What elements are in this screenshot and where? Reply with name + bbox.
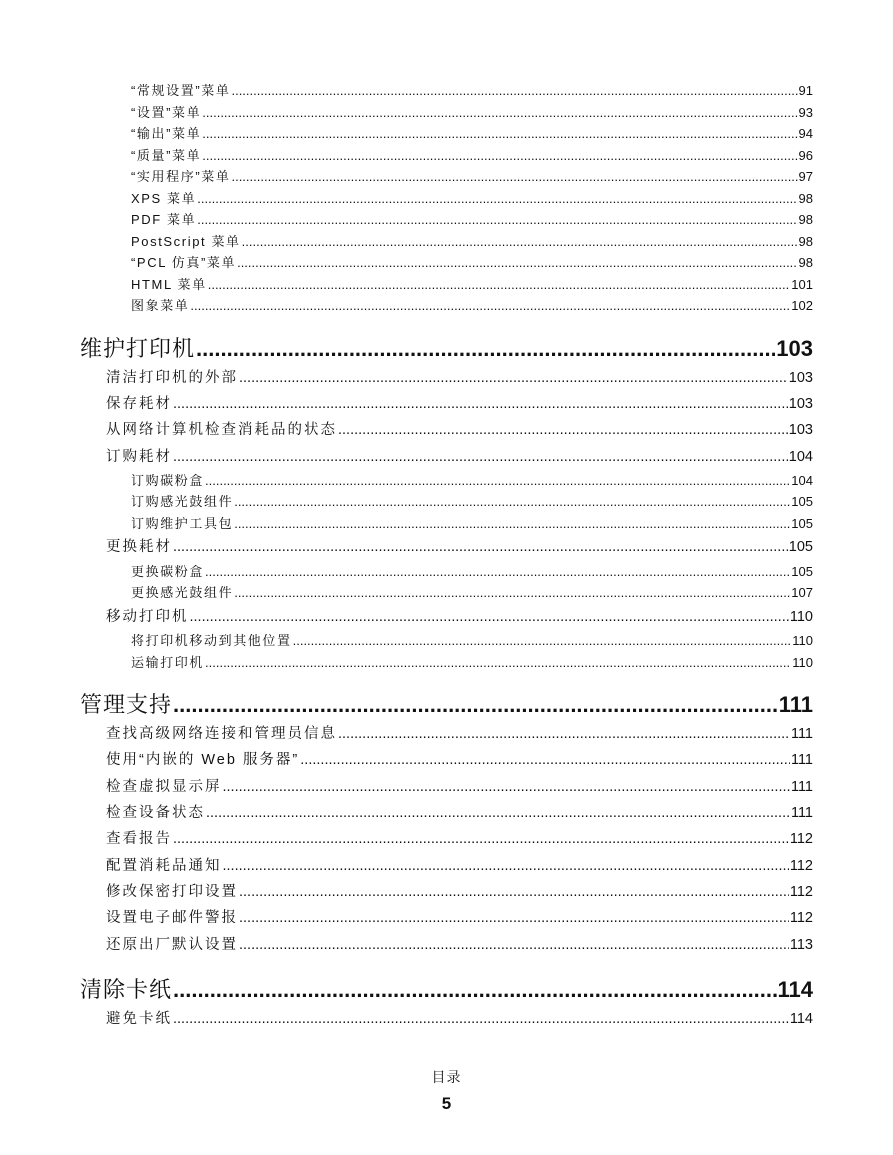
toc-subsection[interactable] bbox=[80, 274, 813, 296]
dot-leader bbox=[292, 630, 792, 652]
toc-subsection[interactable] bbox=[80, 652, 813, 674]
toc-subsection[interactable] bbox=[80, 102, 813, 124]
toc-section[interactable] bbox=[80, 391, 813, 417]
toc-section-title: 查看报告 bbox=[106, 831, 172, 848]
toc-subsection[interactable] bbox=[80, 166, 813, 188]
toc-chapter-page-number: 114 bbox=[777, 977, 813, 1003]
toc-section-page-number: 103 bbox=[788, 369, 813, 386]
toc-subsection-title: PDF 菜单 bbox=[131, 212, 197, 227]
dot-leader bbox=[238, 365, 788, 391]
toc-section[interactable] bbox=[80, 444, 813, 470]
dot-leader bbox=[196, 188, 797, 210]
dot-leader bbox=[201, 102, 797, 124]
toc-subsection-page-number: 98 bbox=[798, 190, 813, 206]
toc-section-page-number: 111 bbox=[790, 805, 813, 822]
toc-section-title: 从网络计算机检查消耗品的状态 bbox=[106, 422, 337, 439]
toc-subsection-page-number: 98 bbox=[798, 212, 813, 227]
toc-subsection-title: HTML 菜单 bbox=[131, 276, 207, 292]
toc-subsection[interactable] bbox=[80, 145, 813, 167]
dot-leader bbox=[241, 231, 798, 253]
dot-leader bbox=[172, 1006, 789, 1032]
dot-leader bbox=[337, 721, 790, 747]
dot-leader bbox=[172, 974, 776, 1006]
toc-chapter[interactable] bbox=[80, 333, 813, 365]
toc-subsection-title: 订购感光鼓组件 bbox=[131, 494, 234, 510]
toc-section-page-number: 111 bbox=[790, 752, 813, 769]
toc-subsection[interactable] bbox=[80, 188, 813, 210]
toc-subsection-page-number: 101 bbox=[791, 276, 813, 292]
toc-chapter-title: 清除卡纸 bbox=[80, 977, 173, 1003]
dot-leader bbox=[172, 826, 789, 852]
toc-chapter-page-number: 103 bbox=[776, 335, 813, 361]
toc-section-title: 设置电子邮件警报 bbox=[106, 910, 238, 927]
toc-subsection-page-number: 97 bbox=[798, 169, 813, 184]
toc-section-page-number: 113 bbox=[789, 936, 813, 953]
toc-subsection-title: XPS 菜单 bbox=[131, 190, 197, 206]
toc-section-page-number: 111 bbox=[790, 726, 813, 743]
toc-chapter-page-number: 111 bbox=[778, 692, 813, 718]
toc-section[interactable] bbox=[80, 534, 813, 560]
toc-section[interactable] bbox=[80, 747, 813, 773]
dot-leader bbox=[201, 145, 797, 167]
toc-section[interactable] bbox=[80, 417, 813, 443]
toc-subsection-title: 更换感光鼓组件 bbox=[131, 585, 234, 601]
toc-section[interactable] bbox=[80, 879, 813, 905]
toc-subsection[interactable] bbox=[80, 582, 813, 604]
toc-section-title: 更换耗材 bbox=[106, 539, 172, 556]
page-number: 5 bbox=[441, 1094, 452, 1113]
dot-leader bbox=[189, 295, 790, 317]
toc-subsection[interactable] bbox=[80, 561, 813, 583]
toc-chapter[interactable] bbox=[80, 974, 813, 1006]
toc-subsection-title: “设置”菜单 bbox=[131, 104, 202, 120]
toc-subsection-page-number: 94 bbox=[798, 126, 813, 141]
toc-subsection-title: “PCL 仿真”菜单 bbox=[131, 255, 237, 270]
toc-section[interactable] bbox=[80, 905, 813, 931]
dot-leader bbox=[189, 604, 789, 630]
dot-leader bbox=[172, 391, 788, 417]
dot-leader bbox=[238, 932, 789, 958]
toc-section-page-number: 112 bbox=[789, 831, 813, 848]
dot-leader bbox=[196, 209, 797, 231]
toc-subsection[interactable] bbox=[80, 630, 813, 652]
toc-section-title: 使用“内嵌的 Web 服务器” bbox=[106, 752, 300, 769]
toc-section[interactable] bbox=[80, 853, 813, 879]
toc-subsection[interactable] bbox=[80, 491, 813, 513]
toc-section-page-number: 112 bbox=[789, 857, 813, 874]
dot-leader bbox=[230, 80, 797, 102]
toc-subsection-title: 订购碳粉盒 bbox=[131, 472, 205, 488]
dot-leader bbox=[172, 534, 788, 560]
toc-chapter-title: 维护打印机 bbox=[80, 335, 196, 361]
dot-leader bbox=[236, 252, 797, 274]
dot-leader bbox=[233, 491, 790, 513]
toc-subsection-title: “质量”菜单 bbox=[131, 147, 202, 163]
toc-section-title: 检查设备状态 bbox=[106, 805, 205, 822]
toc-section-title: 移动打印机 bbox=[106, 608, 189, 625]
toc-section-title: 清洁打印机的外部 bbox=[106, 369, 238, 386]
dot-leader bbox=[172, 689, 778, 721]
toc-subsection-title: “常规设置”菜单 bbox=[131, 83, 231, 98]
toc-section-title: 查找高级网络连接和管理员信息 bbox=[106, 726, 337, 743]
dot-leader bbox=[233, 582, 790, 604]
toc-subsection-title: “实用程序”菜单 bbox=[131, 169, 231, 184]
toc-subsection-title: 运输打印机 bbox=[131, 654, 205, 670]
toc-subsection-page-number: 105 bbox=[791, 494, 813, 510]
toc-subsection[interactable] bbox=[80, 123, 813, 145]
toc-subsection-page-number: 110 bbox=[792, 654, 813, 670]
dot-leader bbox=[337, 417, 788, 443]
toc-section-page-number: 103 bbox=[788, 422, 813, 439]
toc-subsection[interactable] bbox=[80, 231, 813, 253]
toc-subsection-page-number: 102 bbox=[791, 298, 813, 313]
dot-leader bbox=[233, 513, 790, 535]
toc-section-page-number: 112 bbox=[789, 884, 813, 901]
toc-subsection-title: 更换碳粉盒 bbox=[131, 563, 205, 579]
toc-subsection-page-number: 93 bbox=[798, 104, 813, 120]
toc-subsection-page-number: 107 bbox=[791, 585, 813, 601]
dot-leader bbox=[238, 905, 789, 931]
dot-leader bbox=[205, 800, 790, 826]
dot-leader bbox=[172, 444, 788, 470]
toc-subsection[interactable] bbox=[80, 80, 813, 102]
dot-leader bbox=[201, 123, 797, 145]
toc-subsection-title: “输出”菜单 bbox=[131, 126, 202, 141]
dot-leader bbox=[207, 274, 791, 296]
dot-leader bbox=[230, 166, 797, 188]
dot-leader bbox=[204, 561, 790, 583]
toc-section-title: 避免卡纸 bbox=[106, 1011, 172, 1028]
toc-section[interactable] bbox=[80, 932, 813, 958]
toc-section[interactable] bbox=[80, 774, 813, 800]
toc-subsection[interactable] bbox=[80, 513, 813, 535]
toc-section[interactable] bbox=[80, 826, 813, 852]
toc-subsection-page-number: 98 bbox=[798, 255, 813, 270]
toc-section-page-number: 104 bbox=[788, 448, 813, 465]
toc-subsection[interactable] bbox=[80, 209, 813, 231]
toc-subsection-title: 将打印机移动到其他位置 bbox=[131, 633, 292, 649]
footer-section-label: 目录 bbox=[431, 1069, 462, 1085]
dot-leader bbox=[222, 774, 790, 800]
toc-section[interactable] bbox=[80, 365, 813, 391]
toc-section[interactable] bbox=[80, 721, 813, 747]
toc-subsection-page-number: 105 bbox=[791, 563, 813, 579]
dot-leader bbox=[204, 470, 790, 492]
toc-subsection-page-number: 96 bbox=[798, 147, 813, 163]
toc-section-page-number: 111 bbox=[790, 778, 813, 795]
toc-section-page-number: 112 bbox=[789, 910, 813, 927]
dot-leader bbox=[238, 879, 789, 905]
toc-subsection[interactable] bbox=[80, 252, 813, 274]
toc-subsection[interactable] bbox=[80, 295, 813, 317]
toc-section-title: 订购耗材 bbox=[106, 448, 172, 465]
toc-subsection-page-number: 91 bbox=[798, 83, 813, 98]
toc-section-page-number: 103 bbox=[788, 395, 813, 412]
toc-subsection-page-number: 104 bbox=[791, 472, 813, 488]
toc-section-title: 修改保密打印设置 bbox=[106, 884, 238, 901]
toc-subsection-title: 订购维护工具包 bbox=[131, 515, 234, 531]
toc-section-page-number: 105 bbox=[788, 539, 813, 556]
toc-subsection[interactable] bbox=[80, 470, 813, 492]
toc-subsection-title: 图象菜单 bbox=[131, 298, 190, 313]
page-footer bbox=[0, 1066, 893, 1116]
toc-section-title: 检查虚拟显示屏 bbox=[106, 778, 222, 795]
dot-leader bbox=[299, 747, 790, 773]
dot-leader bbox=[204, 652, 791, 674]
toc-subsection-page-number: 110 bbox=[792, 633, 813, 649]
toc-section[interactable] bbox=[80, 800, 813, 826]
table-of-contents bbox=[80, 80, 813, 1033]
toc-section-title: 保存耗材 bbox=[106, 395, 172, 412]
toc-subsection-page-number: 98 bbox=[798, 233, 813, 249]
toc-chapter[interactable] bbox=[80, 689, 813, 721]
toc-section-title: 还原出厂默认设置 bbox=[106, 936, 238, 953]
toc-section-page-number: 114 bbox=[789, 1011, 813, 1028]
toc-subsection-page-number: 105 bbox=[791, 515, 813, 531]
toc-section-page-number: 110 bbox=[789, 608, 813, 625]
toc-subsection-title: PostScript 菜单 bbox=[131, 233, 241, 249]
toc-chapter-title: 管理支持 bbox=[80, 692, 173, 718]
toc-section-title: 配置消耗品通知 bbox=[106, 857, 222, 874]
toc-section[interactable] bbox=[80, 1006, 813, 1032]
dot-leader bbox=[195, 333, 775, 365]
toc-section[interactable] bbox=[80, 604, 813, 630]
dot-leader bbox=[222, 853, 789, 879]
